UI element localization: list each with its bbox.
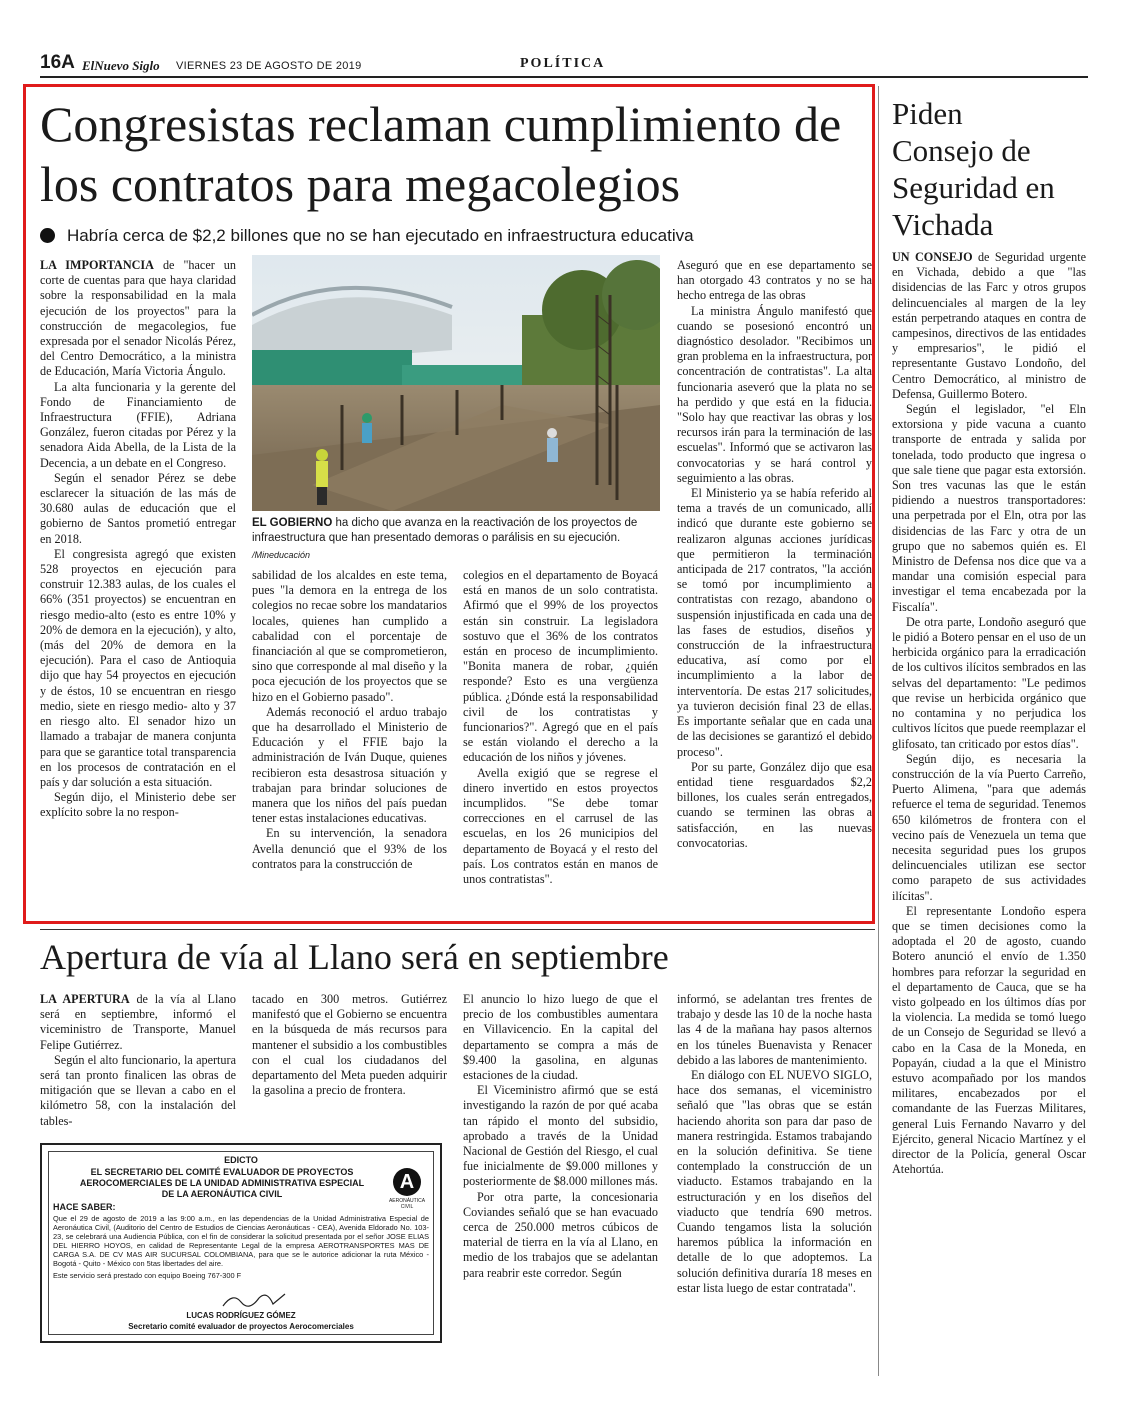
header-divider: [40, 76, 1088, 78]
paragraph-text: En diálogo con EL NUEVO SIGLO, hace dos semanas, el viceministro señaló que "las obras que se están haciendo ahorita son para dar paso de manera restringida. Estamos trabajando en la solución definitiva. Se tiene contemplado la construcción de un viaducto. Estamos trabajando en la estructuración y en los diseños del viaducto que tendría 690 metros. Cuando tengamos lista la solución haremos pública la información en detalle de lo que adoptemos. La solución definitiva duraría 18 meses en estar lista luego de estar contratada".: [677, 1068, 872, 1295]
main-article-subtitle: [40, 226, 694, 246]
notice-signer: LUCAS RODRÍGUEZ GÓMEZ: [186, 1311, 296, 1320]
main-article-column-3: [463, 568, 658, 887]
page-number: 16A: [40, 52, 75, 73]
main-article-title: Congresistas reclaman cumplimiento de los contratos para megacolegios: [40, 96, 842, 212]
legal-notice: [40, 1143, 442, 1343]
construction-photo: [252, 255, 660, 511]
photo-credit: /Mineducación: [252, 550, 311, 560]
aerocivil-logo-text: AERONÁUTICA CIVIL: [388, 1198, 426, 1210]
paragraph-lead: LA IMPORTANCIA: [40, 258, 154, 272]
side-article-title: [892, 95, 1067, 243]
paragraph-text: Según dijo, el Ministerio debe ser explícito sobre la no respon-: [40, 790, 236, 820]
paragraph-text: colegios en el departamento de Boyacá está en manos de un solo contratista. Afirmó que el 99% de los proyectos están sin construir. La legisladora sostuvo que el 36% de los contratos están en proceso de incumplimiento. "Bonita manera de robar, ¿quién responde? Esto es una vergüenza pública. ¿Dónde está la responsabilidad civil de los contratistas y funcionarios?". Agregó que en el país se están violando el derecho a la educación de los niños y jóvenes.: [463, 568, 658, 765]
photo-caption: [252, 516, 660, 546]
paragraph: [892, 615, 1086, 752]
paragraph: [40, 380, 236, 471]
paragraph: [40, 547, 236, 790]
paragraph: [463, 1190, 658, 1281]
paragraph-text: Aseguró que en ese departamento se han otorgado 43 contratos y no se ha hecho entrega de las obras: [677, 258, 872, 303]
paragraph: [892, 250, 1086, 402]
notice-service: Este servicio será prestado con equipo Boeing 767-300 F: [53, 1271, 242, 1280]
second-article-column-2: [252, 992, 447, 1098]
paragraph-text: Avella exigió que se regrese el dinero invertido en estos proyectos incumplidos. "Se debe tomar correcciones en el carrusel de las escuelas, en los 26 municipios del departamento de Boyacá y el resto del país. Los contratos están en manos de unos contratistas".: [463, 765, 658, 887]
paragraph: [40, 258, 236, 380]
paragraph: [677, 992, 872, 1068]
paragraph-text: informó, se adelantan tres frentes de trabajo y desde las 10 de la noche hasta las 4 de la mañana hay pasos alternos en los túneles Buenavista y Renacer debido a las labores de mantenimiento.: [677, 992, 872, 1067]
paragraph-text: El Viceministro afirmó que se está investigando la razón de por qué acaba tan rápido el monto del subsidio, aprobado a través de la Unidad Nacional de Gestión del Riesgo, el cual fue inicialmente de $9.000 millones y posteriormente de $8.000 millones más.: [463, 1083, 658, 1189]
caption-lead: EL GOBIERNO: [252, 517, 333, 529]
paragraph-text: En su intervención, la senadora Avella denunció que el 93% de los contratos para la construcción de: [252, 826, 447, 871]
paragraph: [677, 258, 872, 304]
section-divider: [40, 929, 875, 930]
paragraph-text: Según el senador Pérez se debe esclarecer la situación de las más de 30.680 aulas de educación que el gobierno de Santos prometió entregar en 2018.: [40, 470, 236, 546]
paragraph: [40, 790, 236, 820]
paragraph: [252, 568, 447, 705]
signature-mark: [219, 1288, 289, 1312]
paragraph-text: de Seguridad urgente en Vichada, debido a que "las disidencias de las Farc y otros grupos delincuenciales al margen de la ley están perpetrando ataques en contra de campesinos, directivos de las entidades y empresarios", le pidió el representante Gustavo Londoño, del Centro Democrático, al ministro de Defensa, Guillermo Botero.: [892, 250, 1086, 401]
second-article-column-1: [40, 992, 236, 1129]
paragraph: [463, 1083, 658, 1189]
aerocivil-logo-mark: A: [393, 1168, 421, 1196]
paragraph-text: Según el alto funcionario, la apertura será tan pronto finalicen las obras de mitigación que se llevan a cabo en el kilómetro 58, con la instalación del tables-: [40, 1052, 236, 1128]
newspaper-name: ElNuevo Siglo: [82, 58, 160, 73]
side-column-divider: [878, 86, 879, 1376]
paragraph: [40, 992, 236, 1053]
paragraph-text: tacado en 300 metros. Gutiérrez manifestó que el Gobierno se encuentra en la búsqueda de más recursos para mantener el subsidio a los combustibles con el cual los ciudadanos del departamento del Meta pueden adquirir la gasolina a precio de frontera.: [252, 992, 447, 1098]
paragraph-text: La alta funcionaria y la gerente del Fondo de Financiamiento de Infraestructura (FFIE), Adriana González, fueron citadas por Pérez y la senadora Aida Abella, de la Lista de la Decencia, a un debate en el Congreso.: [40, 379, 236, 470]
paragraph: [677, 304, 872, 486]
notice-heading: EDICTO: [224, 1155, 258, 1165]
paragraph: [892, 904, 1086, 1178]
paragraph: [252, 826, 447, 872]
paragraph-text: El congresista agregó que existen 528 proyectos en ejecución para construir 12.383 aulas, de los cuales el 66% (351 proyectos) se encuentran en riesgo medio-alto (esto es entre 10% y 20% de demora en la ejecución), y alto, (más del 20% de demora en la ejecución). Para el caso de Antioquia dijo que hay 54 proyectos en ejecución y de éstos, 10 se encuentran en riesgo medio, siete en riesgo medio- alto y 37 en riesgo alto. El senador hizo un llamado a trabajar de manera conjunta para que se garantice total transparencia en los procesos de contratación en el país y dar solución a esta situación.: [40, 546, 236, 789]
paragraph-text: Por otra parte, la concesionaria Coviandes señaló que se han evacuado cerca de 250.000 metros cúbicos de material de tierra en la vía al Llano, en medio de los trabajos que se adelantan para reabrir este corredor. Según: [463, 1189, 658, 1280]
paragraph: [463, 568, 658, 766]
paragraph-text: El representante Londoño espera que se timen decisiones como la adoptada el 20 de agosto, cuando Botero anunció el envío de 1.350 hombres para reforzar la seguridad en el departamento de Cauca, que se ha visto golpeado en los últimos días por la violencia. La medida se tomó luego de un Consejo de Seguridad se llevó a cabo en la Casa de la Moneda, en Popayán, ciudad a la que el Ministro estuvo acompañado por los mandos militares, encabezados por el comandante de las Fuerzas Militares, general Luis Fernando Navarro y del Ejército, general Nicacio Martínez y el director de la Policía, general Oscar Atehortúa.: [892, 903, 1086, 1177]
paragraph-text: Además reconoció el arduo trabajo que ha desarrollado el Ministerio de Educación y el FFIE bajo la administración de Iván Duque, quienes recibieron esta desastrosa situación y trabajan para brindar soluciones de manera que los niños del país puedan tener estas instalaciones educativas.: [252, 704, 447, 826]
legal-notice-inner: [48, 1151, 434, 1335]
paragraph-text: Por su parte, González dijo que esa entidad tiene resguardados $2,2 billones, los cuales serán entregados, cuando se terminen las obras a satisfacción, en las nuevas convocatorias.: [677, 759, 872, 850]
paragraph: [677, 760, 872, 851]
paragraph-text: de la vía al Llano será en septiembre, informó el viceministro de Transporte, Manuel Felipe Gutiérrez.: [40, 992, 236, 1052]
subtitle-text: Habría cerca de $2,2 billones que no se han ejecutado en infraestructura educativa: [67, 226, 694, 245]
paragraph: [40, 1053, 236, 1129]
paragraph: [892, 752, 1086, 904]
section-name: POLÍTICA: [520, 56, 606, 71]
paragraph-text: Según el legislador, "el Eln extorsiona y pide vacuna a cuanto transporte de entrada y salida por tonelada, todo producto que ingresa o que sale tiene que pagar esta extorsión. Son tres vacunas las que le están pidiendo a nuestros transportadores: una perpetrada por el Eln, otra por las disidencias de las Farc y otra de un grupo que no sabemos quién es. El Ministro de Defensa nos dice que va a mandar una comisión especial para investigar el tema encabezada por la Fiscalía".: [892, 402, 1086, 614]
paragraph: [677, 486, 872, 760]
notice-signer-title: Secretario comité evaluador de proyectos Aerocomerciales: [128, 1322, 354, 1331]
paragraph-text: La ministra Ángulo manifestó que cuando se posesionó encontró un diagnóstico desolador. "Recibimos un gran problema en la infraestructura, por concentración de contratistas". La alta funcionaria aseveró que la plata no se ha perdido y que está en la fiducia. "Solo hay que reactivar las obras y los recursos irán para la terminación de las escuelas". Informó que se activaron las convocatorias y se hará control y seguimiento a las obras.: [677, 303, 872, 485]
main-article-column-2: [252, 568, 447, 872]
paragraph-text: sabilidad de los alcaldes en este tema, pues "la demora en la entrega de los colegios no recae sobre los mandatarios locales, quienes han cumplido a cabalidad con el porcentaje de financiación al que se comprometieron, sino que corresponde al mal diseño y la poca ejecución de los proyectos que se hizo en el Gobierno pasado".: [252, 568, 447, 704]
second-article-column-4: [677, 992, 872, 1296]
side-article-body: [892, 250, 1086, 1177]
paragraph-text: El anuncio lo hizo luego de que el precio de los combustibles aumentara en Villavicencio. En la capital del departamento se compra a más de $9.400 la gasolina, en algunas estaciones de la ciudad.: [463, 992, 658, 1083]
paragraph: [40, 471, 236, 547]
paragraph: [677, 1068, 872, 1296]
second-article-title: Apertura de vía al Llano será en septiembre: [40, 937, 669, 977]
second-article-column-3: [463, 992, 658, 1281]
bullet-icon: [40, 228, 55, 243]
paragraph-lead: LA APERTURA: [40, 992, 130, 1006]
paragraph-text: De otra parte, Londoño aseguró que le pidió a Botero pensar en el uso de un herbicida orgánico para la erradicación de los cultivos ilícitos sembrados en las selvas del departamento: "Le pedimos que revise un herbicida orgánico que no contamina y no perjudica los cultivos lícitos que puede reemplazar el glifosato, tan criticado por estos días".: [892, 614, 1086, 751]
notice-organization: EL SECRETARIO DEL COMITÉ EVALUADOR DE PROYECTOS AEROCOMERCIALES DE LA UNIDAD ADMINISTRATIVA ESPECIAL DE LA AERONÁUTICA CIVIL: [79, 1167, 365, 1199]
aerocivil-logo: [387, 1168, 427, 1210]
paragraph-text: Según dijo, es necesaria la construcción de la vía Puerto Carreño, Puerto Alimena, "para que además refuerce el tema de seguridad. Tenemos 650 kilómetros de frontera con el vecino país de Venezuela un tema que necesita seguridad pues los grupos delincuenciales utilizan ese sector como parapeto de sus actividades ilícitas".: [892, 751, 1086, 903]
issue-date: VIERNES 23 DE AGOSTO DE 2019: [176, 60, 362, 72]
main-article-column-1: [40, 258, 236, 821]
paragraph: [252, 705, 447, 827]
paragraph: [463, 766, 658, 888]
paragraph-text: de "hacer un corte de cuentas para que haya claridad sobre la responsabilidad en la mala ejecución de los proyectos" para la construcción de megacolegios, fue expresada por el senador Nicolás Pérez, del Centro Democrático, a la ministra de Educación, María Victoria Ángulo.: [40, 258, 236, 379]
paragraph: [252, 992, 447, 1098]
side-title-text: Piden Consejo de Seguridad en Vichada: [892, 96, 1055, 242]
notice-hace-saber: HACE SABER:: [53, 1202, 116, 1212]
caption-text: ha dicho que avanza en la reactivación de los proyectos de infraestructura que han presentado demoras o parálisis en su ejecución.: [252, 517, 638, 544]
main-article-column-4: [677, 258, 872, 851]
paragraph: [892, 402, 1086, 615]
paragraph-text: El Ministerio ya se había referido al tema a través de un comunicado, allí indicó que durante este gobierno se realizaron algunas acciones jurídicas que permitieron la terminación anticipada de 217 contratos, "la acción se tomó por incumplimiento a contratistas con rezago, abandono o suspensión injustificada en cada una de las fases de estudios, diseños y construcción de la infraestructura educativa, así como por el incumplimiento a la labor de interventoría. De estas 217 solicitudes, ya tuvieron decisión final 23 de ellas. Es importante señalar que en cada una de las decisiones se garantizó el debido proceso".: [677, 486, 872, 759]
paragraph-lead: UN CONSEJO: [892, 250, 973, 264]
notice-body: Que el 29 de agosto de 2019 a las 9:00 a.m., en las dependencias de la Unidad Administrativa Especial de Aeronáutica Civil, (Auditorio del Centro de Estudios de Ciencias Aeronáuticas - CEA), Avenida Eldorado No. 103-23, se celebrará una Audiencia Pública, con el fin de considerar la solicitud presentada por el señor JOSE ELIAS DEL HIERRO HOYOS, en calidad de Representante Legal de la empresa AEROTRANSPORTES MAS DE CARGA S.A. DE CV MAS AIR SUCURSAL COLOMBIANA, para que se le autorice adicionar la ruta México -Bogotá - Quito - México con 5tas libertades del aire.: [53, 1214, 429, 1268]
paragraph: [463, 992, 658, 1083]
